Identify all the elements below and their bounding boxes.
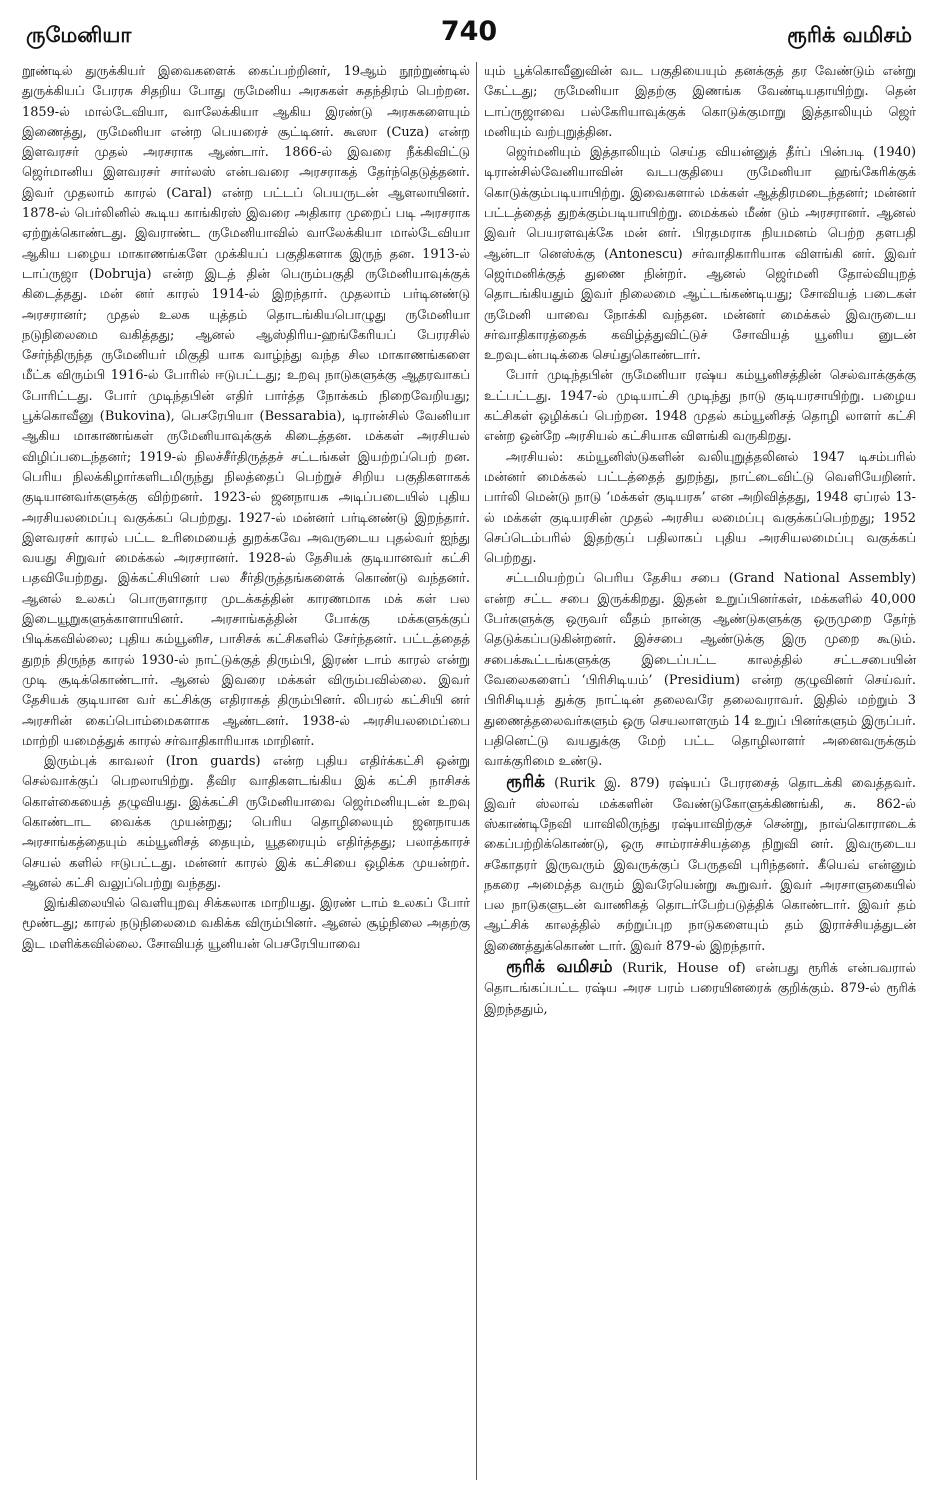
paragraph: ஜெர்மனியும் இத்தாலியும் செய்த வியன்னுத் தீர்ப் பின்படி (1940) டிரான்சில்வேனியாவின் வடபகுதியை ருமேனியா ஹங்கேரிக்குக் கொடுக்கும்படியாயிற்று. இவைகளால் மக்கள் ஆத்திரமடைந்தனர்; மன்னர் பட்டத்தைத் துறக்கும்படியாயிற்று. மைக்கல் மீண் டும் அரசரானர். ஆனல் இவர் பெயரளவுக்கே மன் னர். பிரதமராக நியமனம் பெற்ற தளபதி ஆன்டா னெஸ்க்கு (Antonescu) சர்வாதிகாரியாக விளங்கி னர். இவர் ஜெர்மனிக்குத் துணை நின்றர். ஆனல் ஜெர்மனி தோல்வியுறத் தொடங்கியதும் இவர் நிலைமை ஆட்டங்கண்டியது; சோவியத் படைகள் ருமேனி யாவை நோக்கி வந்தன. மன்னர் மைக்கல் இவருடைய சர்வாதிகாரத்தைக் கவிழ்த்துவிட்டுச் சோவியத் யூனிய னுடன் உறவுடன்படிக்கை செய்துகொண்டார். [484, 145, 916, 364]
paragraph: அரசியல்: கம்யூனிஸ்டுகளின் வலியுறுத்தலினல் 1947 டிசம்பரில் மன்னர் மைக்கல் பட்டத்தைத் துறந்து, நாட்டைவிட்டு வெளியேறினர். பார்லி மென்டு நாடு ‘மக்கள் குடியரசு’ என அறிவித்தது, 1948 ஏப்ரல் 13-ல் மக்கள் குடியரசின் முதல் அரசிய லமைப்பு வகுக்கப்பெற்றது; 1952 செப்டெம்பரில் இதற்குப் பதிலாகப் புதிய அரசியலமைப்பு வகுக்கப் பெற்றது. [484, 449, 916, 567]
paragraph: சட்டமியற்றப் பெரிய தேசிய சபை (Grand National Assembly) என்ற சட்ட சபை இருக்கிறது. இதன் உறுப்பினர்கள், மக்களில் 40,000 பேர்களுக்கு ஒருவர் வீதம் நான்கு ஆண்டுகளுக்கு ஒருமுறை தேர்ந் தெடுக்கப்படுகின்றனர். இச்சபை ஆண்டுக்கு இரு முறை கூடும். சபைக்கூட்டங்களுக்கு இடைப்பட்ட காலத்தில் சட்டசபையின் வேலைகளைப் ‘பிரிசிடியம்’ (Presidium) என்ற குழுவினர் செய்வர். பிரிசிடியத் துக்கு நாட்டின் தலைவரே தலைவராவர். இதில் மற்றும் 3 துணைத்தலைவர்களும் ஒரு செயலாளரும் 14 உறுப் பினர்களும் இருப்பர். பதினெட்டு வயதுக்கு மேற் பட்ட தொழிலாளர் அனைவருக்கும் வாக்குரிமை உண்டு. [484, 571, 916, 770]
entry-headword: ரூரிக் [506, 772, 546, 793]
page-header [26, 16, 912, 56]
entry-text: (Rurik, House of) என்பது ரூரிக் என்பவரால் தொடங்கப்பட்ட ரஷ்ய அரச பரம் பரையினரைக் குறிக்கும். 879-ல் ரூரிக் இறந்ததும், [484, 961, 916, 1017]
running-head-right: ரூரிக் வமிசம் [787, 22, 912, 47]
column-divider [476, 62, 477, 1480]
paragraph: போர் முடிந்தபின் ருமேனியா ரஷ்ய கம்யூனிசத்தின் செல்வாக்குக்கு உட்பட்டது. 1947-ல் முடியாட்சி முடிந்து நாடு குடியரசாயிற்று. பழைய கட்சிகள் ஒழிக்கப் பெற்றன. 1948 முதல் கம்யூனிசத் தொழி லாளர் கட்சி என்ற ஒன்றே அரசியல் கட்சியாக விளங்கி வருகிறது. [484, 368, 916, 445]
paragraph: யும் பூக்கொவீனுவின் வட பகுதியையும் தனக்குத் தர வேண்டும் என்று கேட்டது; ருமேனியா இதற்கு இணங்க வேண்டியதாயிற்று. தென் டாப்ருஜாவை பல்கேரியாவுக்குக் கொடுக்குமாறு இத்தாலியும் ஜெர் மனியும் வற்புறுத்தின. [484, 64, 916, 140]
running-head-left: ருமேனியா [26, 22, 132, 47]
right-column [484, 62, 916, 1482]
entry-headword: ரூரிக் வமிசம் [506, 957, 613, 978]
paragraph: இரும்புக் காவலர் (Iron guards) என்ற புதிய எதிர்க்கட்சி ஒன்று செல்வாக்குப் பெறலாயிற்று. தீவிர வாதிகளடங்கிய இக் கட்சி நாசிசக் கொள்கையைத் தழுவியது. இக்கட்சி ருமேனியாவை ஜெர்மனியுடன் உறவு கொண்டாட வைக்க முயன்றது; பெரிய தொழிலையும் ஜனநாயக அரசாங்கத்தையும் கம்யூனிசத் தையும், யூதரையும் எதிர்த்தது; பலாத்காரச் செயல் களில் ஈடுபட்டது. மன்னர் காரல் இக் கட்சியை ஒழிக்க முயன்றர். ஆனல் கட்சி வலுப்பெற்று வந்தது. [22, 754, 470, 891]
paragraph: றூண்டில் துருக்கியர் இவைகளைக் கைப்பற்றினர், 19ஆம் நூற்றுண்டில் துருக்கியப் பேரரசு சிதறிய போது ருமேனிய அரசுகள் சுதந்திரம் பெற்றன. 1859-ல் மால்டேவியா, வாலேக்கியா ஆகிய இரண்டு அரசுகளையும் இணைத்து, ருமேனியா என்ற பெயரைச் சூட்டினர். கூஸா (Cuza) என்ற இளவரசர் முதல் அரசராக ஆண்டார். 1866-ல் இவரை நீக்கிவிட்டு ஜெர்மானிய இளவரசர் சார்லஸ் என்பவரை அரசராகத் தேர்ந்தெடுத்தனர். இவர் முதலாம் காரல் (Caral) என்ற பட்டப் பெயருடன் ஆளலாயினர். 1878-ல் பெர்லினில் கூடிய காங்கிரஸ் இவரை அதிகார முறைப் படி அரசராக ஏற்றுக்கொண்டது. இவராண்ட ருமேனியாவில் வாலேக்கியா மால்டேவியா ஆகிய பழைய மாகாணங்களே முக்கியப் பகுதிகளாக இருந் தன. 1913-ல் டாப்ருஜா (Dobruja) என்ற இடத் தின் பெரும்பகுதி ருமேனியாவுக்குக் கிடைத்தது. மன் னர் காரல் 1914-ல் இறந்தார். முதலாம் பர்டினண்டு அரசரானர்; முதல் உலக யுத்தம் தொடங்கியபொழுது ருமேனியா நடுநிலைமை வகித்தது; ஆனல் ஆஸ்திரிய-ஹங்கேரியப் பேரரசில் சேர்ந்திருந்த ருமேனியர் மிகுதி யாக வாழ்ந்து வந்த சில மாகாணங்களை மீட்க விரும்பி 1916-ல் போரில் ஈடுபட்டது; உறவு நாடுகளுக்கு ஆதரவாகப் போரிட்டது. போர் முடிந்தபின் எதிர் பார்த்த நோக்கம் நிறைவேறியது; பூக்கொவீனு (Bukovina), பெசரேபியா (Bessarabia), டிரான்சில் வேனியா ஆகிய மாகாணங்கள் ருமேனியாவுக்குக் கிடைத்தன. மக்கள் அரசியல் விழிப்படைந்தனர்; 1919-ல் நிலச்சீர்திருத்தச் சட்டங்கள் இயற்றப்பெற் றன. பெரிய நிலக்கிழார்களிடமிருந்து நிலத்தைப் பெற்றுச் சிறிய பகுதிகளாகக் குடியானவர்களுக்கு விற்றனர். 1923-ல் ஜனநாயக அடிப்படையில் புதிய அரசியலமைப்பு வகுக்கப் பெற்றது. 1927-ல் மன்னர் பர்டினண்டு இறந்தார். இளவரசர் காரல் பட்ட உரிமையைத் துறக்கவே அவருடைய புதல்வர் ஐந்து வயது சிறுவர் மைக்கல் அரசரானர். 1928-ல் தேசியக் குடியானவர் கட்சி பதவியேற்றது. இக்கட்சியினர் பல சீர்திருத்தங்களைக் கொண்டு வந்தனர். ஆனல் உலகப் பொருளாதார முடக்கத்தின் காரணமாக மக் கள் பல இடையூறுகளுக்காளாயினர். அரசாங்கத்தின் போக்கு மக்களுக்குப் பிடிக்கவில்லை; புதிய கம்யூனிச, பாசிசக் கட்சிகளில் சேர்ந்தனர். பட்டத்தைத் துறந் திருந்த காரல் 1930-ல் நாட்டுக்குத் திரும்பி, இரண் டாம் காரல் என்று முடி சூடிக்கொண்டார். ஆனல் இவரை மக்கள் விரும்பவில்லை. இவர் தேசியக் குடியான வர் கட்சிக்கு எதிராகத் திரும்பினர். லிபரல் கட்சியி னர் அரசரின் கைப்பொம்மைகளாக ஆண்டனர். 1938-ல் அரசியலமைப்பை மாற்றி யமைத்துக் காரல் சர்வாதிகாரியாக மாறினர். [22, 64, 470, 749]
entry-text: (Rurik இ. 879) ரஷ்யப் பேரரசைத் தொடக்கி வைத்தவர். இவர் ஸ்லாவ் மக்களின் வேண்டுகோளுக்கிணங்கி, சு. 862-ல் ஸ்காண்டிநேவி யாவிலிருந்து ரஷ்யாவிற்குச் சென்று, நாவ்கொராடைக் கைப்பற்றிக்கொண்டு, ஒரு சாம்ராச்சியத்தை நிறுவி னர். இவருடைய சகோதரர் இருவரும் இவருக்குப் பேருதவி புரிந்தனர். கீயெவ் என்னும் நகரை அமைத்த வரும் இவரேயென்று கூறுவர். இவர் அரசாளுகையில் பல நாடுகளுடன் வாணிகத் தொடர்பேற்படுத்திக் கொண்டார். இவர் தம் ஆட்சிக் காலத்தில் சுற்றுப்புற நாடுகளையும் தம் இராச்சியத்துடன் இணைத்துக்கொண் டார். இவர் 879-ல் இறந்தார். [484, 776, 916, 954]
entry-rurik [484, 772, 916, 957]
paragraph: இங்கிலையில் வெளியுறவு சிக்கலாக மாறியது. இரண் டாம் உலகப் போர் மூண்டது; காரல் நடுநிலைமை வகிக்க விரும்பினர். ஆனல் சூழ்நிலை அதற்கு இட மளிக்கவில்லை. சோவியத் யூனியன் பெசரேபியாவை [22, 896, 470, 952]
page-number: 740 [440, 16, 498, 47]
entry-rurik-house [484, 957, 916, 1020]
left-column [22, 62, 470, 1482]
